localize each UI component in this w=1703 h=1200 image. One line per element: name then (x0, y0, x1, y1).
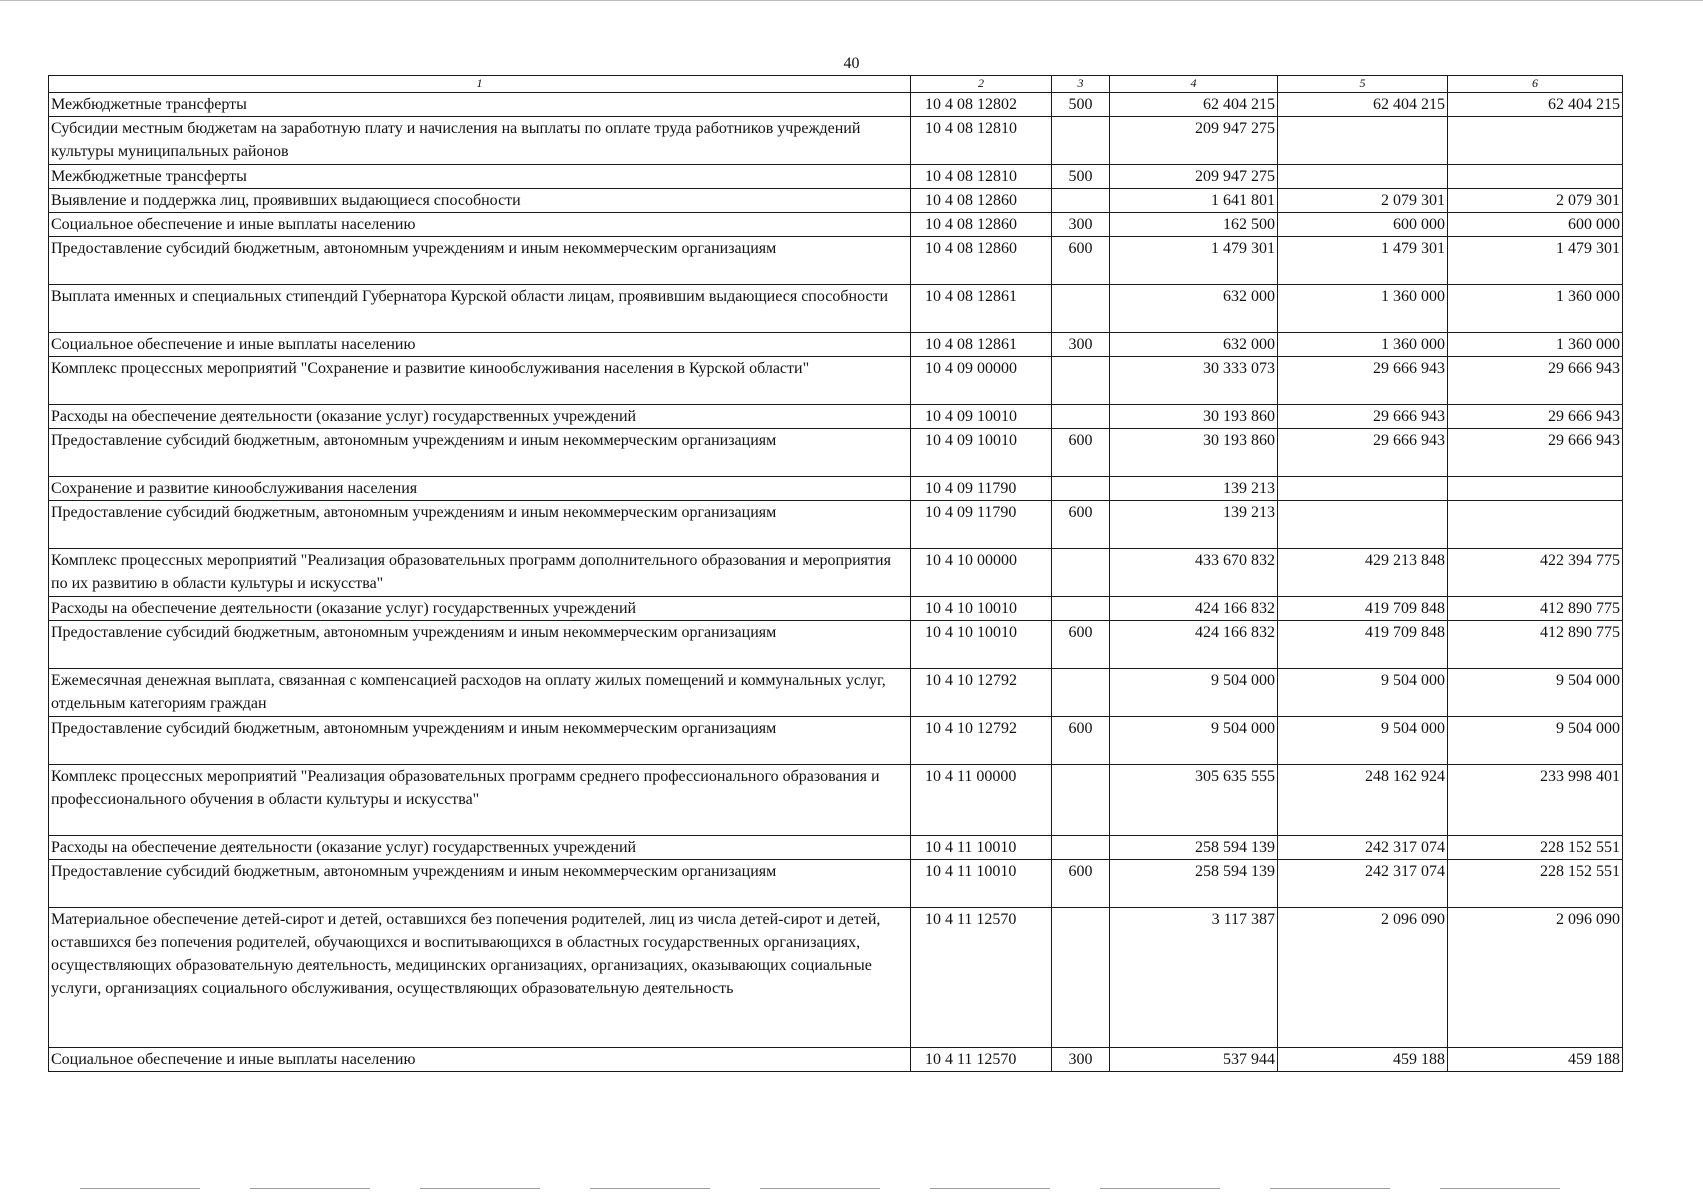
cell-amount-col4: 139 213 (1110, 477, 1278, 501)
cell-amount-col5 (1278, 477, 1448, 501)
cell-name: Комплекс процессных мероприятий "Сохранение и развитие кинообслуживания населения в Курской области" (49, 357, 911, 405)
cell-amount-col5: 1 479 301 (1278, 237, 1448, 285)
cell-amount-col4: 139 213 (1110, 501, 1278, 549)
cell-name: Предоставление субсидий бюджетным, автономным учреждениям и иным некоммерческим организациям (49, 717, 911, 765)
table-row (49, 357, 1623, 405)
cell-amount-col5: 242 317 074 (1278, 836, 1448, 860)
cell-expense-type: 300 (1052, 1048, 1110, 1072)
cell-amount-col4: 424 166 832 (1110, 597, 1278, 621)
scan-edge-top (0, 0, 1703, 1)
cell-code: 10 4 09 11790 (911, 477, 1052, 501)
cell-name: Социальное обеспечение и иные выплаты населению (49, 333, 911, 357)
cell-name: Предоставление субсидий бюджетным, автономным учреждениям и иным некоммерческим организациям (49, 429, 911, 477)
table-row (49, 597, 1623, 621)
cell-amount-col4: 305 635 555 (1110, 765, 1278, 836)
table-body (49, 93, 1623, 1072)
cell-amount-col4: 9 504 000 (1110, 717, 1278, 765)
page-number: 40 (843, 55, 860, 72)
cell-expense-type (1052, 908, 1110, 1048)
cell-amount-col5: 1 360 000 (1278, 333, 1448, 357)
cell-amount-col6: 228 152 551 (1448, 860, 1623, 908)
cell-amount-col6: 412 890 775 (1448, 621, 1623, 669)
cell-amount-col4: 1 479 301 (1110, 237, 1278, 285)
header-col-5: 5 (1278, 76, 1448, 93)
table-row (49, 165, 1623, 189)
cell-name: Выплата именных и специальных стипендий Губернатора Курской области лицам, проявившим выдающиеся способности (49, 285, 911, 333)
cell-expense-type (1052, 477, 1110, 501)
table-header (49, 76, 1623, 93)
cell-amount-col4: 258 594 139 (1110, 860, 1278, 908)
cell-expense-type (1052, 357, 1110, 405)
cell-expense-type: 600 (1052, 860, 1110, 908)
cell-name: Сохранение и развитие кинообслуживания населения (49, 477, 911, 501)
cell-amount-col6 (1448, 501, 1623, 549)
cell-amount-col5: 2 096 090 (1278, 908, 1448, 1048)
cell-code: 10 4 09 00000 (911, 357, 1052, 405)
cell-amount-col4: 1 641 801 (1110, 189, 1278, 213)
cell-amount-col6: 1 360 000 (1448, 285, 1623, 333)
table-row (49, 765, 1623, 836)
cell-amount-col6: 233 998 401 (1448, 765, 1623, 836)
cell-amount-col6: 29 666 943 (1448, 405, 1623, 429)
cell-name: Социальное обеспечение и иные выплаты населению (49, 213, 911, 237)
table-row (49, 501, 1623, 549)
cell-name: Предоставление субсидий бюджетным, автономным учреждениям и иным некоммерческим организациям (49, 501, 911, 549)
cell-expense-type (1052, 117, 1110, 165)
table-row (49, 333, 1623, 357)
cell-expense-type: 600 (1052, 237, 1110, 285)
cell-amount-col4: 30 193 860 (1110, 405, 1278, 429)
cell-expense-type (1052, 285, 1110, 333)
cell-name: Предоставление субсидий бюджетным, автономным учреждениям и иным некоммерческим организациям (49, 237, 911, 285)
cell-code: 10 4 08 12802 (911, 93, 1052, 117)
header-col-2: 2 (911, 76, 1052, 93)
cell-amount-col5: 9 504 000 (1278, 669, 1448, 717)
cell-amount-col6: 422 394 775 (1448, 549, 1623, 597)
cell-name: Субсидии местным бюджетам на заработную плату и начисления на выплаты по оплате труда работников учреждений культуры муниципальных районов (49, 117, 911, 165)
table-row (49, 836, 1623, 860)
cell-amount-col4: 9 504 000 (1110, 669, 1278, 717)
cell-amount-col6 (1448, 477, 1623, 501)
cell-code: 10 4 10 12792 (911, 669, 1052, 717)
cell-name: Расходы на обеспечение деятельности (оказание услуг) государственных учреждений (49, 836, 911, 860)
cell-name: Комплекс процессных мероприятий "Реализация образовательных программ среднего профессионального образования и профессионального обучения в области культуры и искусства" (49, 765, 911, 836)
cell-code: 10 4 09 10010 (911, 405, 1052, 429)
cell-expense-type (1052, 669, 1110, 717)
cell-name: Выявление и поддержка лиц, проявивших выдающиеся способности (49, 189, 911, 213)
scan-edge-bottom (80, 1188, 1610, 1189)
cell-amount-col5: 62 404 215 (1278, 93, 1448, 117)
cell-code: 10 4 09 11790 (911, 501, 1052, 549)
cell-amount-col6 (1448, 165, 1623, 189)
table-row (49, 189, 1623, 213)
cell-code: 10 4 08 12861 (911, 333, 1052, 357)
cell-amount-col6: 228 152 551 (1448, 836, 1623, 860)
table-row (49, 117, 1623, 165)
table-row (49, 237, 1623, 285)
cell-name: Материальное обеспечение детей-сирот и детей, оставшихся без попечения родителей, лиц из числа детей-сирот и детей, оставшихся без попечения родителей, обучающихся и воспитывающихся в областных государственных организациях, осуществляющих образовательную деятельность, медицинских организациях, организациях, оказывающих социальные услуги, организациях социального обслуживания, осуществляющих образовательную деятельность (49, 908, 911, 1048)
cell-amount-col4: 632 000 (1110, 333, 1278, 357)
header-col-3: 3 (1052, 76, 1110, 93)
cell-name: Расходы на обеспечение деятельности (оказание услуг) государственных учреждений (49, 405, 911, 429)
cell-code: 10 4 10 00000 (911, 549, 1052, 597)
cell-amount-col4: 30 193 860 (1110, 429, 1278, 477)
cell-expense-type: 300 (1052, 213, 1110, 237)
cell-expense-type: 600 (1052, 501, 1110, 549)
table-row (49, 549, 1623, 597)
cell-amount-col5: 29 666 943 (1278, 405, 1448, 429)
cell-code: 10 4 08 12860 (911, 189, 1052, 213)
cell-amount-col4: 209 947 275 (1110, 117, 1278, 165)
cell-amount-col6: 9 504 000 (1448, 669, 1623, 717)
cell-amount-col5: 29 666 943 (1278, 357, 1448, 405)
cell-amount-col5: 29 666 943 (1278, 429, 1448, 477)
cell-amount-col5: 459 188 (1278, 1048, 1448, 1072)
cell-amount-col4: 433 670 832 (1110, 549, 1278, 597)
cell-expense-type (1052, 189, 1110, 213)
cell-expense-type: 600 (1052, 429, 1110, 477)
cell-code: 10 4 10 10010 (911, 621, 1052, 669)
cell-amount-col6: 9 504 000 (1448, 717, 1623, 765)
table-row (49, 93, 1623, 117)
cell-amount-col6: 412 890 775 (1448, 597, 1623, 621)
cell-amount-col6: 2 079 301 (1448, 189, 1623, 213)
cell-amount-col5: 600 000 (1278, 213, 1448, 237)
cell-amount-col5: 9 504 000 (1278, 717, 1448, 765)
cell-amount-col4: 258 594 139 (1110, 836, 1278, 860)
cell-expense-type: 500 (1052, 93, 1110, 117)
table-row (49, 477, 1623, 501)
cell-code: 10 4 08 12810 (911, 165, 1052, 189)
table-row (49, 621, 1623, 669)
cell-name: Предоставление субсидий бюджетным, автономным учреждениям и иным некоммерческим организациям (49, 621, 911, 669)
table-row (49, 213, 1623, 237)
table-row (49, 908, 1623, 1048)
cell-amount-col4: 632 000 (1110, 285, 1278, 333)
cell-amount-col4: 3 117 387 (1110, 908, 1278, 1048)
cell-expense-type (1052, 836, 1110, 860)
cell-amount-col6: 62 404 215 (1448, 93, 1623, 117)
table-row (49, 1048, 1623, 1072)
cell-expense-type: 600 (1052, 621, 1110, 669)
header-col-4: 4 (1110, 76, 1278, 93)
cell-amount-col6 (1448, 117, 1623, 165)
cell-amount-col5: 419 709 848 (1278, 621, 1448, 669)
cell-name: Комплекс процессных мероприятий "Реализация образовательных программ дополнительного образования и мероприятия по их развитию в области культуры и искусства" (49, 549, 911, 597)
cell-amount-col5: 248 162 924 (1278, 765, 1448, 836)
table-row (49, 285, 1623, 333)
cell-amount-col5: 1 360 000 (1278, 285, 1448, 333)
cell-code: 10 4 08 12810 (911, 117, 1052, 165)
cell-amount-col4: 209 947 275 (1110, 165, 1278, 189)
cell-code: 10 4 08 12861 (911, 285, 1052, 333)
cell-amount-col5 (1278, 501, 1448, 549)
cell-amount-col5: 2 079 301 (1278, 189, 1448, 213)
cell-amount-col5: 419 709 848 (1278, 597, 1448, 621)
cell-amount-col6: 459 188 (1448, 1048, 1623, 1072)
cell-code: 10 4 10 12792 (911, 717, 1052, 765)
header-col-6: 6 (1448, 76, 1623, 93)
cell-amount-col5 (1278, 117, 1448, 165)
cell-name: Межбюджетные трансферты (49, 165, 911, 189)
cell-amount-col5: 429 213 848 (1278, 549, 1448, 597)
cell-code: 10 4 11 12570 (911, 1048, 1052, 1072)
cell-code: 10 4 11 10010 (911, 860, 1052, 908)
cell-code: 10 4 09 10010 (911, 429, 1052, 477)
cell-expense-type (1052, 405, 1110, 429)
cell-amount-col4: 537 944 (1110, 1048, 1278, 1072)
cell-amount-col6: 29 666 943 (1448, 357, 1623, 405)
budget-table (48, 75, 1623, 1072)
cell-code: 10 4 08 12860 (911, 237, 1052, 285)
cell-amount-col4: 62 404 215 (1110, 93, 1278, 117)
cell-code: 10 4 11 10010 (911, 836, 1052, 860)
cell-name: Социальное обеспечение и иные выплаты населению (49, 1048, 911, 1072)
table-row (49, 669, 1623, 717)
cell-amount-col5: 242 317 074 (1278, 860, 1448, 908)
cell-code: 10 4 10 10010 (911, 597, 1052, 621)
cell-code: 10 4 11 12570 (911, 908, 1052, 1048)
cell-name: Межбюджетные трансферты (49, 93, 911, 117)
table-row (49, 429, 1623, 477)
table-row (49, 717, 1623, 765)
cell-name: Предоставление субсидий бюджетным, автономным учреждениям и иным некоммерческим организациям (49, 860, 911, 908)
cell-expense-type: 500 (1052, 165, 1110, 189)
cell-expense-type: 300 (1052, 333, 1110, 357)
cell-name: Ежемесячная денежная выплата, связанная с компенсацией расходов на оплату жилых помещений и коммунальных услуг, отдельным категориям граждан (49, 669, 911, 717)
table-row (49, 860, 1623, 908)
cell-expense-type: 600 (1052, 717, 1110, 765)
cell-code: 10 4 08 12860 (911, 213, 1052, 237)
header-row (49, 76, 1623, 93)
cell-amount-col6: 2 096 090 (1448, 908, 1623, 1048)
cell-amount-col4: 30 333 073 (1110, 357, 1278, 405)
cell-amount-col6: 1 360 000 (1448, 333, 1623, 357)
cell-name: Расходы на обеспечение деятельности (оказание услуг) государственных учреждений (49, 597, 911, 621)
cell-code: 10 4 11 00000 (911, 765, 1052, 836)
cell-amount-col6: 29 666 943 (1448, 429, 1623, 477)
table-row (49, 405, 1623, 429)
cell-expense-type (1052, 549, 1110, 597)
cell-amount-col6: 600 000 (1448, 213, 1623, 237)
cell-amount-col4: 162 500 (1110, 213, 1278, 237)
header-col-1: 1 (49, 76, 911, 93)
cell-expense-type (1052, 765, 1110, 836)
cell-amount-col4: 424 166 832 (1110, 621, 1278, 669)
cell-amount-col6: 1 479 301 (1448, 237, 1623, 285)
cell-expense-type (1052, 597, 1110, 621)
cell-amount-col5 (1278, 165, 1448, 189)
